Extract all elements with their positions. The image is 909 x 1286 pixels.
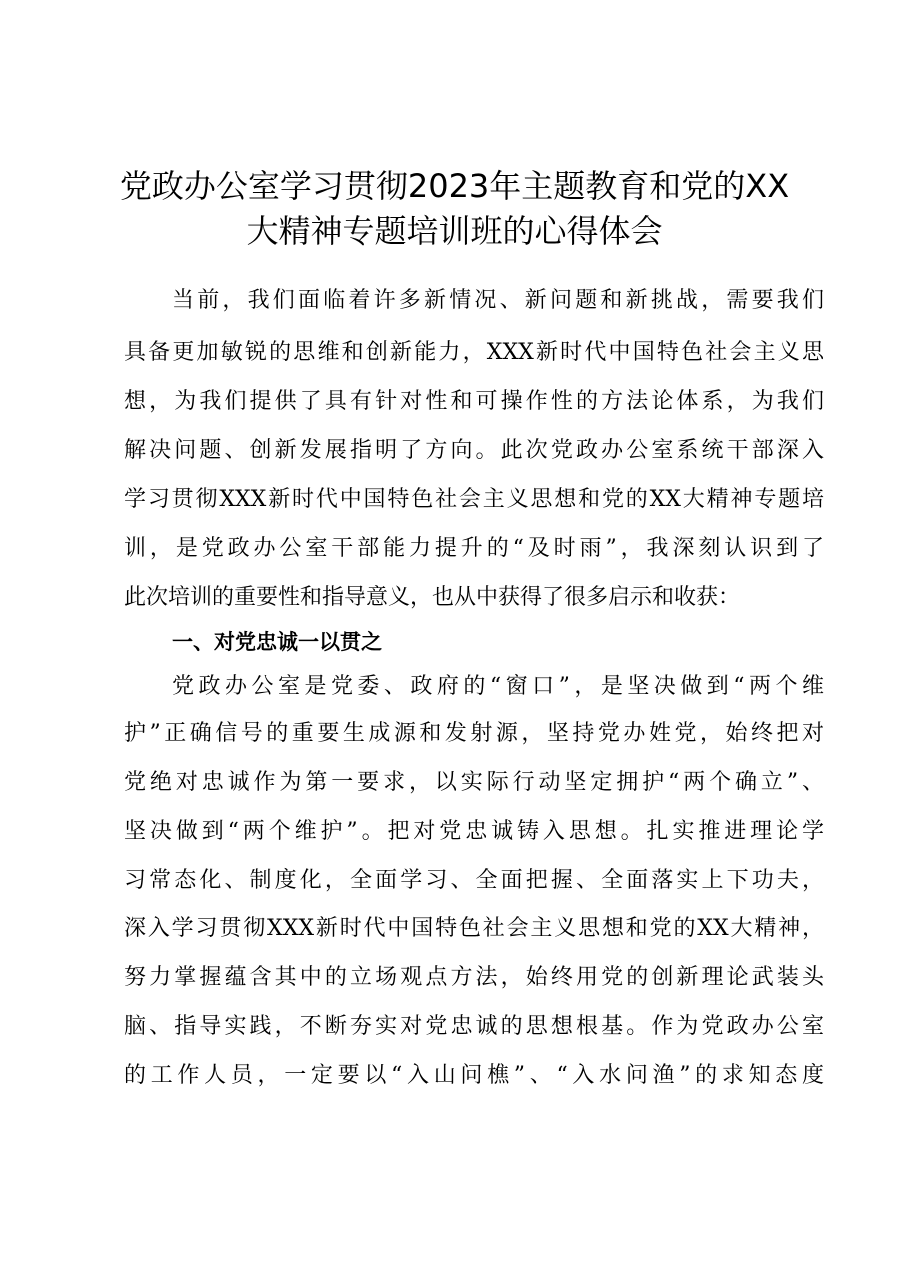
paragraph-line: 学习贯彻XXX新时代中国特色社会主义思想和党的XX大精神专题培 bbox=[124, 487, 824, 512]
section-heading: 一、对党忠诚一以贯之 bbox=[172, 630, 382, 654]
document-title-line-2: 大精神专题培训班的心得体会 bbox=[246, 212, 663, 250]
paragraph-line: 深入学习贯彻XXX新时代中国特色社会主义思想和党的XX大精神， bbox=[124, 916, 824, 941]
paragraph-line: 努力掌握蕴含其中的立场观点方法，始终用党的创新理论武装头 bbox=[124, 965, 824, 990]
paragraph-line: 脑、指导实践，不断夯实对党忠诚的思想根基。作为党政办公室 bbox=[124, 1014, 824, 1039]
paragraph-line: 习常态化、制度化，全面学习、全面把握、全面落实上下功夫， bbox=[124, 868, 824, 893]
paragraph-line: 此次培训的重要性和指导意义，也从中获得了很多启示和收获： bbox=[124, 585, 741, 610]
paragraph-line: 想，为我们提供了具有针对性和可操作性的方法论体系，为我们 bbox=[124, 389, 824, 414]
paragraph-line: 护”正确信号的重要生成源和发射源，坚持党办姓党，始终把对 bbox=[124, 721, 824, 746]
paragraph-line: 坚决做到“两个维护”。把对党忠诚铸入思想。扎实推进理论学 bbox=[124, 819, 824, 844]
paragraph-line: 党绝对忠诚作为第一要求，以实际行动坚定拥护“两个确立”、 bbox=[124, 770, 824, 795]
document-title-line-1: 党政办公室学习贯彻2023年主题教育和党的XX bbox=[119, 167, 790, 205]
paragraph-line: 具备更加敏锐的思维和创新能力，XXX新时代中国特色社会主义思 bbox=[124, 340, 824, 365]
paragraph-line: 的工作人员，一定要以“入山问樵”、“入水问渔”的求知态度 bbox=[124, 1063, 824, 1088]
paragraph-line: 当前，我们面临着许多新情况、新问题和新挑战，需要我们 bbox=[172, 288, 824, 313]
paragraph-line: 训，是党政办公室干部能力提升的“及时雨”，我深刻认识到了 bbox=[124, 536, 824, 561]
paragraph-line: 党政办公室是党委、政府的“窗口”，是坚决做到“两个维 bbox=[172, 674, 824, 699]
paragraph-line: 解决问题、创新发展指明了方向。此次党政办公室系统干部深入 bbox=[124, 438, 824, 463]
